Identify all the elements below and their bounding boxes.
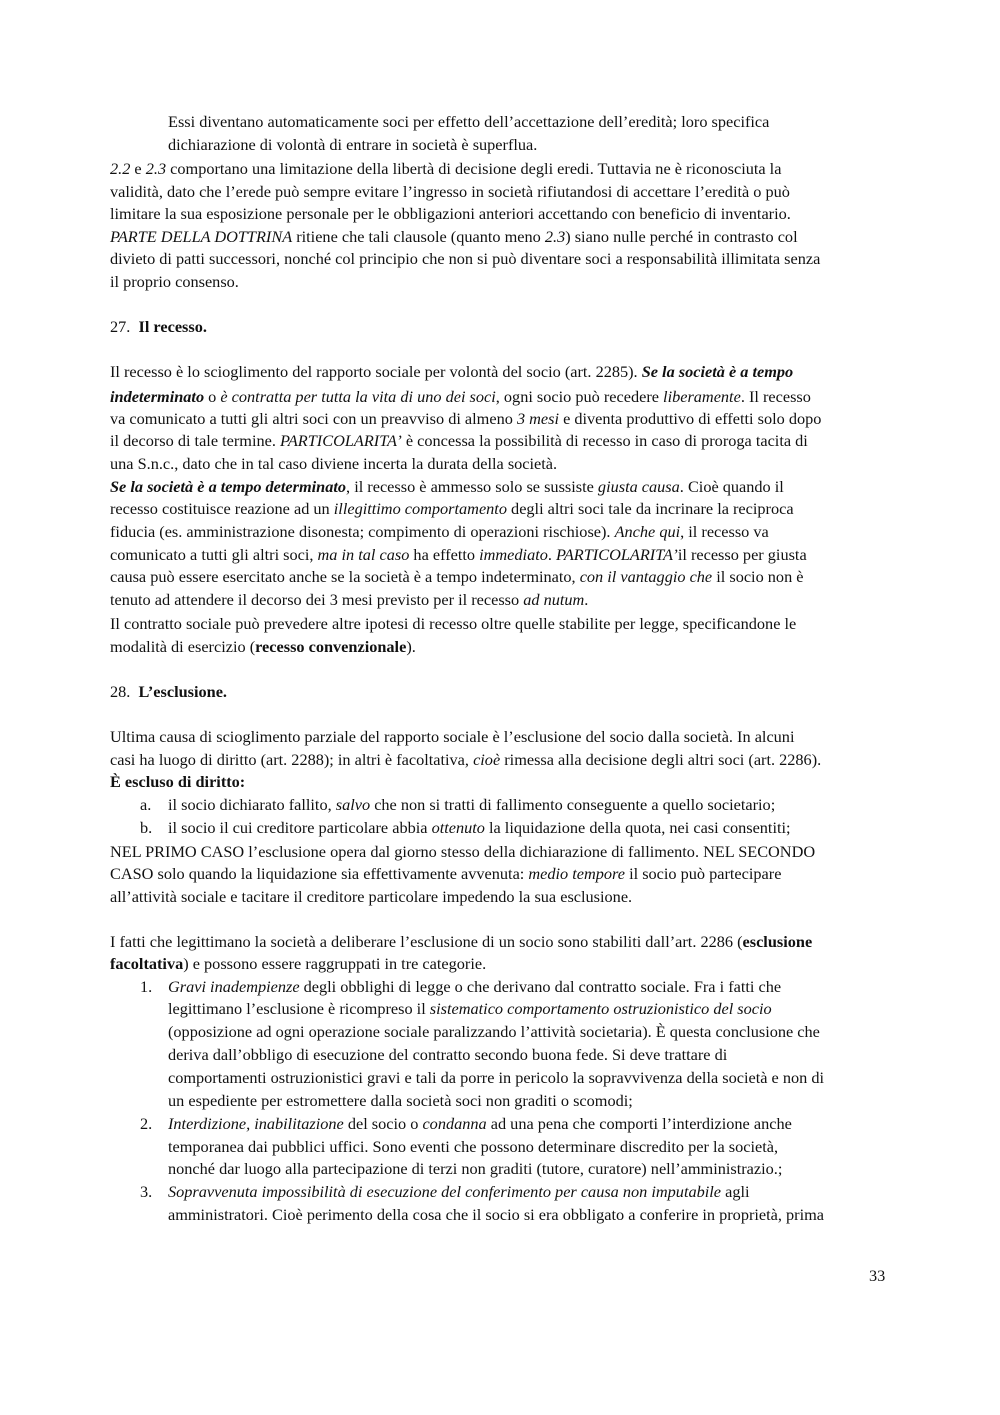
list-item-continuation: nonché dar luogo alla partecipazione di terzi non graditi (tutore, curatore) nell’amministrazio.;: [168, 1159, 783, 1178]
text-line: Il recesso è lo scioglimento del rapporto sociale per volontà del socio (art. 2285). Se la società è a tempo: [110, 362, 794, 381]
text-line: recesso costituisce reazione ad un illegittimo comportamento degli altri soci tale da incrinare la reciproca: [110, 499, 794, 518]
text-line: limitare la sua esposizione personale per le obbligazioni anteriori accettando con beneficio di inventario.: [110, 204, 791, 223]
text-line: modalità di esercizio (recesso convenzionale).: [110, 637, 416, 656]
text-line: È escluso di diritto:: [110, 772, 246, 791]
list-item-continuation: temporanea dai pubblici uffici. Sono eventi che possono determinare discredito per la società,: [168, 1137, 779, 1156]
text-line: indeterminato o è contratta per tutta la vita di uno dei soci, ogni socio può recedere liberamente. Il recesso: [110, 387, 811, 406]
list-item-continuation: comportamenti ostruzionistici gravi e tali da porre in pericolo la sopravvivenza della società e non di: [168, 1068, 825, 1087]
text-line: Essi diventano automaticamente soci per effetto dell’accettazione dell’eredità; loro specifica: [168, 112, 770, 131]
text-line: facoltativa) e possono essere raggruppati in tre categorie.: [110, 954, 487, 973]
text-line: validità, dato che l’erede può sempre evitare l’ingresso in società rifiutandosi di accettare l’eredità o può: [110, 182, 790, 201]
text-line: tenuto ad attendere il decorso dei 3 mesi previsto per il recesso ad nutum.: [110, 590, 589, 609]
text-line: NEL PRIMO CASO l’esclusione opera dal giorno stesso della dichiarazione di fallimento. NEL SECONDO: [110, 842, 816, 861]
section-heading-27: 27. Il recesso.: [110, 317, 207, 336]
text-line: comunicato a tutti gli altri soci, ma in tal caso ha effetto immediato. PARTICOLARITA’il recesso per giusta: [110, 545, 807, 564]
text-line: Il contratto sociale può prevedere altre ipotesi di recesso oltre quelle stabilite per legge, specificandone le: [110, 614, 797, 633]
text-line: fiducia (es. amministrazione disonesta; compimento di operazioni rischiose). Anche qui, il recesso va: [110, 522, 769, 541]
text-line: Se la società è a tempo determinato, il recesso è ammesso solo se sussiste giusta causa. Cioè quando il: [110, 477, 784, 496]
list-item: il socio il cui creditore particolare abbia ottenuto la liquidazione della quota, nei casi consentiti;: [168, 818, 791, 837]
text-line: CASO solo quando la liquidazione sia effettivamente avvenuta: medio tempore il socio può partecipare: [110, 864, 782, 883]
list-item-marker: 1.: [140, 977, 153, 996]
text-line: il proprio consenso.: [110, 272, 239, 291]
list-item: Interdizione, inabilitazione del socio o condanna ad una pena che comporti l’interdizione anche: [168, 1114, 792, 1133]
list-item: il socio dichiarato fallito, salvo che non si tratti di fallimento conseguente a quello societario;: [168, 795, 776, 814]
list-item-marker: a.: [140, 795, 152, 814]
text-line: causa può essere esercitato anche se la società è a tempo indeterminato, con il vantaggio che il socio non è: [110, 567, 804, 586]
list-item-continuation: un espediente per estromettere dalla società soci non graditi o scomodi;: [168, 1091, 633, 1110]
text-line: Ultima causa di scioglimento parziale del rapporto sociale è l’esclusione del socio dalla società. In alcuni: [110, 727, 795, 746]
text-line: dichiarazione di volontà di entrare in società è superflua.: [168, 135, 538, 154]
list-item-continuation: deriva dall’obbligo di esecuzione del contratto secondo buona fede. Si deve trattare di: [168, 1045, 728, 1064]
text-line: casi ha luogo di diritto (art. 2288); in altri è facoltativa, cioè rimessa alla decisione degli altri soci (art. 2286).: [110, 750, 822, 769]
text-line: 2.2 e 2.3 comportano una limitazione della libertà di decisione degli eredi. Tuttavia ne è riconosciuta la: [110, 159, 782, 178]
list-item: Sopravvenuta impossibilità di esecuzione del conferimento per causa non imputabile agli: [168, 1182, 750, 1201]
list-item-continuation: amministratori. Cioè perimento della cosa che il socio si era obbligato a conferire in proprietà, prima: [168, 1205, 825, 1224]
text-line: PARTE DELLA DOTTRINA ritiene che tali clausole (quanto meno 2.3) siano nulle perché in contrasto col: [110, 227, 798, 246]
text-line: il decorso di tale termine. PARTICOLARITA’ è concessa la possibilità di recesso in caso di proroga tacita di: [110, 431, 808, 450]
list-item-marker: 3.: [140, 1182, 153, 1201]
section-heading-28: 28. L’esclusione.: [110, 682, 228, 701]
page-number: 33: [869, 1266, 886, 1285]
text-line: va comunicato a tutti gli altri soci con un preavviso di almeno 3 mesi e diventa produttivo di effetti solo dopo: [110, 409, 822, 428]
list-item-marker: b.: [140, 818, 153, 837]
list-item: Gravi inadempienze degli obblighi di legge o che derivano dal contratto sociale. Fra i fatti che: [168, 977, 782, 996]
text-line: all’attività sociale e tacitare il creditore particolare impedendo la sua esclusione.: [110, 887, 633, 906]
list-item-continuation: legittimano l’esclusione è ricompreso il sistematico comportamento ostruzionistico del socio: [168, 999, 772, 1018]
text-line: I fatti che legittimano la società a deliberare l’esclusione di un socio sono stabiliti dall’art. 2286 (esclusione: [110, 932, 813, 951]
list-item-marker: 2.: [140, 1114, 153, 1133]
text-line: divieto di patti successori, nonché col principio che non si può diventare soci a responsabilità illimitata senza: [110, 249, 821, 268]
list-item-continuation: (opposizione ad ogni operazione sociale paralizzando l’attività societaria). È questa conclusione che: [168, 1022, 820, 1041]
text-line: una S.n.c., dato che in tal caso diviene incerta la durata della società.: [110, 454, 558, 473]
